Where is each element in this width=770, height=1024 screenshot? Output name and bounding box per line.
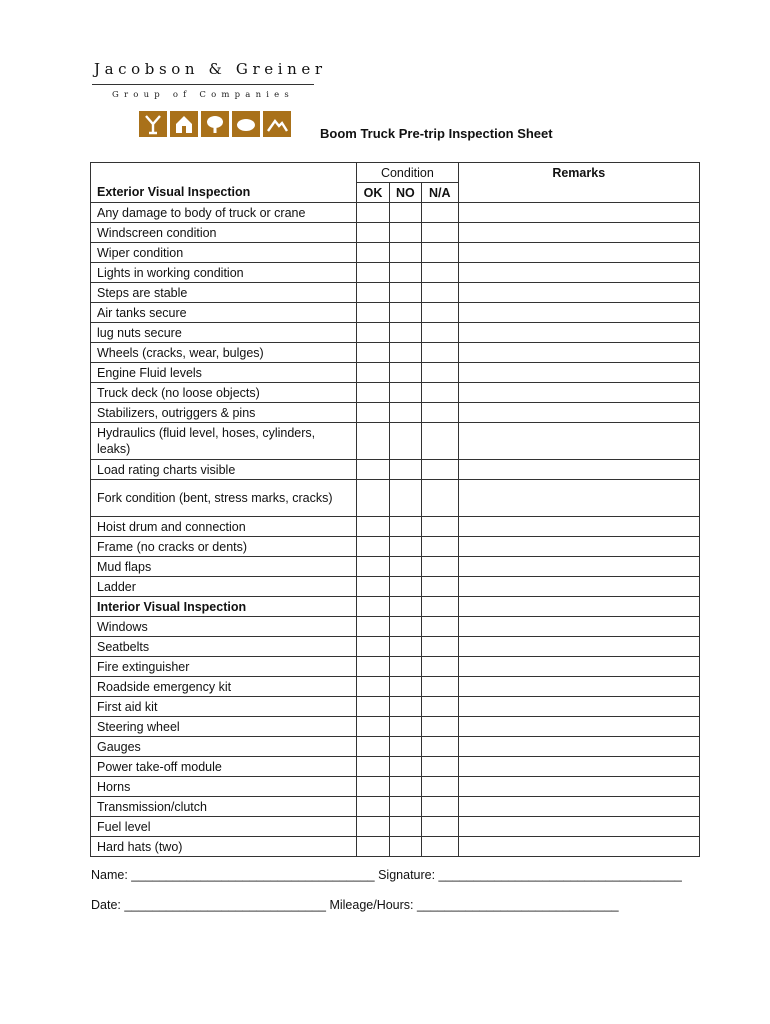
signature-field[interactable]: Signature: ___________________________________ [378,868,682,882]
item-label: Fire extinguisher [91,657,357,677]
table-row [91,577,700,597]
remarks-cell[interactable] [458,677,699,697]
checkbox-no[interactable] [390,837,422,857]
checkbox-no[interactable] [390,263,422,283]
checkbox-no[interactable] [390,460,422,480]
section-exterior: Exterior Visual Inspection [91,183,357,203]
table-row [91,203,700,223]
checkbox-na[interactable] [421,343,458,363]
item-label: Roadside emergency kit [91,677,357,697]
table-row [91,263,700,283]
checkbox-ok[interactable] [357,283,390,303]
remarks-cell[interactable] [458,657,699,677]
company-subtitle: Group of Companies [112,90,294,100]
checkbox-ok[interactable] [357,737,390,757]
checkbox-na[interactable] [421,203,458,223]
checkbox-no[interactable] [390,557,422,577]
checkbox-no[interactable] [390,757,422,777]
col-ok: OK [357,183,390,203]
checkbox-ok[interactable] [357,223,390,243]
checkbox-no[interactable] [390,697,422,717]
remarks-cell[interactable] [458,363,699,383]
checkbox-ok[interactable] [357,480,390,517]
table-row [91,837,700,857]
checkbox-ok[interactable] [357,263,390,283]
remarks-cell[interactable] [458,737,699,757]
name-field[interactable]: Name: ___________________________________ [91,868,375,882]
checkbox-na[interactable] [421,223,458,243]
remarks-cell[interactable] [458,323,699,343]
item-label: Any damage to body of truck or crane [91,203,357,223]
item-label: Steps are stable [91,283,357,303]
company-logo [92,60,327,100]
checkbox-no[interactable] [390,423,422,460]
checkbox-ok[interactable] [357,423,390,460]
checkbox-na[interactable] [421,677,458,697]
checkbox-na[interactable] [421,537,458,557]
remarks-cell[interactable] [458,203,699,223]
checkbox-na[interactable] [421,517,458,537]
table-row [91,797,700,817]
checkbox-no[interactable] [390,717,422,737]
header-blank [91,163,357,183]
checkbox-na[interactable] [421,403,458,423]
remarks-cell[interactable] [458,597,699,617]
checkbox-na[interactable] [421,423,458,460]
item-label: Fuel level [91,817,357,837]
table-row [91,817,700,837]
table-row [91,617,700,637]
house-icon [170,111,198,137]
checkbox-no[interactable] [390,363,422,383]
item-label: Ladder [91,577,357,597]
table-row [91,363,700,383]
table-row [91,343,700,363]
remarks-header: Remarks [458,163,699,183]
section-row [91,597,700,617]
checkbox-ok[interactable] [357,777,390,797]
checkbox-no[interactable] [390,243,422,263]
checkbox-ok[interactable] [357,323,390,343]
checkbox-na[interactable] [421,637,458,657]
logo-divider [92,84,314,85]
table-row [91,223,700,243]
checkbox-na[interactable] [421,617,458,637]
item-label: Load rating charts visible [91,460,357,480]
checkbox-na[interactable] [421,263,458,283]
checkbox-ok[interactable] [357,837,390,857]
remarks-cell[interactable] [458,697,699,717]
checkbox-ok[interactable] [357,677,390,697]
item-label: Power take-off module [91,757,357,777]
checkbox-ok[interactable] [357,817,390,837]
remarks-cell[interactable] [458,777,699,797]
item-label: Frame (no cracks or dents) [91,537,357,557]
item-label: Windows [91,617,357,637]
item-label: Windscreen condition [91,223,357,243]
item-label: Lights in working condition [91,263,357,283]
item-label: Fork condition (bent, stress marks, cracks) [91,480,357,517]
checkbox-na[interactable] [421,383,458,403]
item-label: Horns [91,777,357,797]
table-row [91,403,700,423]
table-row [91,757,700,777]
checkbox-na[interactable] [421,737,458,757]
inspection-table [90,162,700,857]
mountain-icon [263,111,291,137]
name-signature-line [91,868,682,882]
tree-icon [139,111,167,137]
remarks-cell[interactable] [458,537,699,557]
remarks-cell[interactable] [458,617,699,637]
checkbox-na[interactable] [421,757,458,777]
checkbox-ok[interactable] [357,797,390,817]
checkbox-no[interactable] [390,797,422,817]
checkbox-no[interactable] [390,637,422,657]
checkbox-no[interactable] [390,577,422,597]
table-row [91,677,700,697]
checkbox-no[interactable] [390,737,422,757]
checkbox-ok[interactable] [357,403,390,423]
checkbox-ok[interactable] [357,597,390,617]
table-row [91,480,700,517]
checkbox-no[interactable] [390,283,422,303]
table-row [91,303,700,323]
checkbox-na[interactable] [421,697,458,717]
checkbox-na[interactable] [421,480,458,517]
shrub-icon [201,111,229,137]
item-label: First aid kit [91,697,357,717]
checkbox-no[interactable] [390,537,422,557]
checkbox-no[interactable] [390,677,422,697]
col-na: N/A [421,183,458,203]
checkbox-no[interactable] [390,343,422,363]
checkbox-no[interactable] [390,303,422,323]
checkbox-no[interactable] [390,383,422,403]
checkbox-na[interactable] [421,243,458,263]
checkbox-na[interactable] [421,577,458,597]
remarks-cell[interactable] [458,383,699,403]
table-row [91,423,700,460]
checkbox-na[interactable] [421,323,458,343]
checkbox-ok[interactable] [357,617,390,637]
checkbox-no[interactable] [390,517,422,537]
date-mileage-line [91,898,619,912]
checkbox-ok[interactable] [357,557,390,577]
table-row [91,717,700,737]
item-label: Truck deck (no loose objects) [91,383,357,403]
remarks-cell[interactable] [458,423,699,460]
mileage-field[interactable]: Mileage/Hours: _____________________________ [329,898,619,912]
table-row [91,737,700,757]
remarks-cell[interactable] [458,263,699,283]
table-row [91,383,700,403]
checkbox-ok[interactable] [357,383,390,403]
item-label: Steering wheel [91,717,357,737]
section-interior: Interior Visual Inspection [91,597,357,617]
table-row [91,460,700,480]
checkbox-ok[interactable] [357,343,390,363]
item-label: Transmission/clutch [91,797,357,817]
logo-icon-strip [139,111,291,137]
table-row [91,777,700,797]
checkbox-no[interactable] [390,817,422,837]
company-name: Jacobson & Greiner [94,60,327,78]
checkbox-no[interactable] [390,617,422,637]
remarks-cell[interactable] [458,817,699,837]
checkbox-na[interactable] [421,460,458,480]
item-label: Air tanks secure [91,303,357,323]
condition-header: Condition [357,163,459,183]
checkbox-no[interactable] [390,203,422,223]
date-field[interactable]: Date: _____________________________ [91,898,326,912]
checkbox-no[interactable] [390,597,422,617]
checkbox-no[interactable] [390,403,422,423]
checkbox-no[interactable] [390,657,422,677]
table-row [91,697,700,717]
remarks-cell[interactable] [458,517,699,537]
remarks-cell[interactable] [458,797,699,817]
remarks-cell[interactable] [458,837,699,857]
item-label: Gauges [91,737,357,757]
checkbox-ok[interactable] [357,717,390,737]
item-label: Mud flaps [91,557,357,577]
checkbox-na[interactable] [421,817,458,837]
table-row [91,537,700,557]
page-title: Boom Truck Pre-trip Inspection Sheet [320,126,553,141]
checkbox-ok[interactable] [357,657,390,677]
remarks-cell[interactable] [458,223,699,243]
checkbox-ok[interactable] [357,537,390,557]
remarks-cell[interactable] [458,283,699,303]
remarks-cell[interactable] [458,717,699,737]
checkbox-ok[interactable] [357,203,390,223]
checkbox-ok[interactable] [357,517,390,537]
checkbox-na[interactable] [421,797,458,817]
remarks-cell[interactable] [458,557,699,577]
checkbox-ok[interactable] [357,460,390,480]
checkbox-na[interactable] [421,717,458,737]
remarks-cell[interactable] [458,480,699,517]
remarks-cell[interactable] [458,303,699,323]
item-label: Stabilizers, outriggers & pins [91,403,357,423]
checkbox-ok[interactable] [357,697,390,717]
checkbox-ok[interactable] [357,363,390,383]
col-no: NO [390,183,422,203]
checkbox-no[interactable] [390,777,422,797]
checkbox-na[interactable] [421,777,458,797]
table-row [91,517,700,537]
checkbox-na[interactable] [421,837,458,857]
table-row [91,557,700,577]
remarks-cell[interactable] [458,637,699,657]
item-label: lug nuts secure [91,323,357,343]
item-label: Hard hats (two) [91,837,357,857]
checkbox-na[interactable] [421,557,458,577]
table-row [91,283,700,303]
item-label: Wiper condition [91,243,357,263]
checkbox-na[interactable] [421,363,458,383]
checkbox-na[interactable] [421,657,458,677]
hedge-icon [232,111,260,137]
checkbox-ok[interactable] [357,637,390,657]
item-label: Wheels (cracks, wear, bulges) [91,343,357,363]
table-row [91,323,700,343]
item-label: Hydraulics (fluid level, hoses, cylinders, leaks) [91,423,357,460]
remarks-header-blank [458,183,699,203]
item-label: Hoist drum and connection [91,517,357,537]
remarks-cell[interactable] [458,460,699,480]
checkbox-ok[interactable] [357,243,390,263]
checkbox-no[interactable] [390,223,422,243]
checkbox-ok[interactable] [357,577,390,597]
checkbox-na[interactable] [421,283,458,303]
remarks-cell[interactable] [458,343,699,363]
checkbox-na[interactable] [421,303,458,323]
checkbox-ok[interactable] [357,757,390,777]
remarks-cell[interactable] [458,757,699,777]
item-label: Engine Fluid levels [91,363,357,383]
table-row [91,243,700,263]
checkbox-na[interactable] [421,597,458,617]
item-label: Seatbelts [91,637,357,657]
checkbox-no[interactable] [390,323,422,343]
remarks-cell[interactable] [458,403,699,423]
checkbox-ok[interactable] [357,303,390,323]
remarks-cell[interactable] [458,243,699,263]
table-row [91,637,700,657]
checkbox-no[interactable] [390,480,422,517]
table-row [91,657,700,677]
remarks-cell[interactable] [458,577,699,597]
